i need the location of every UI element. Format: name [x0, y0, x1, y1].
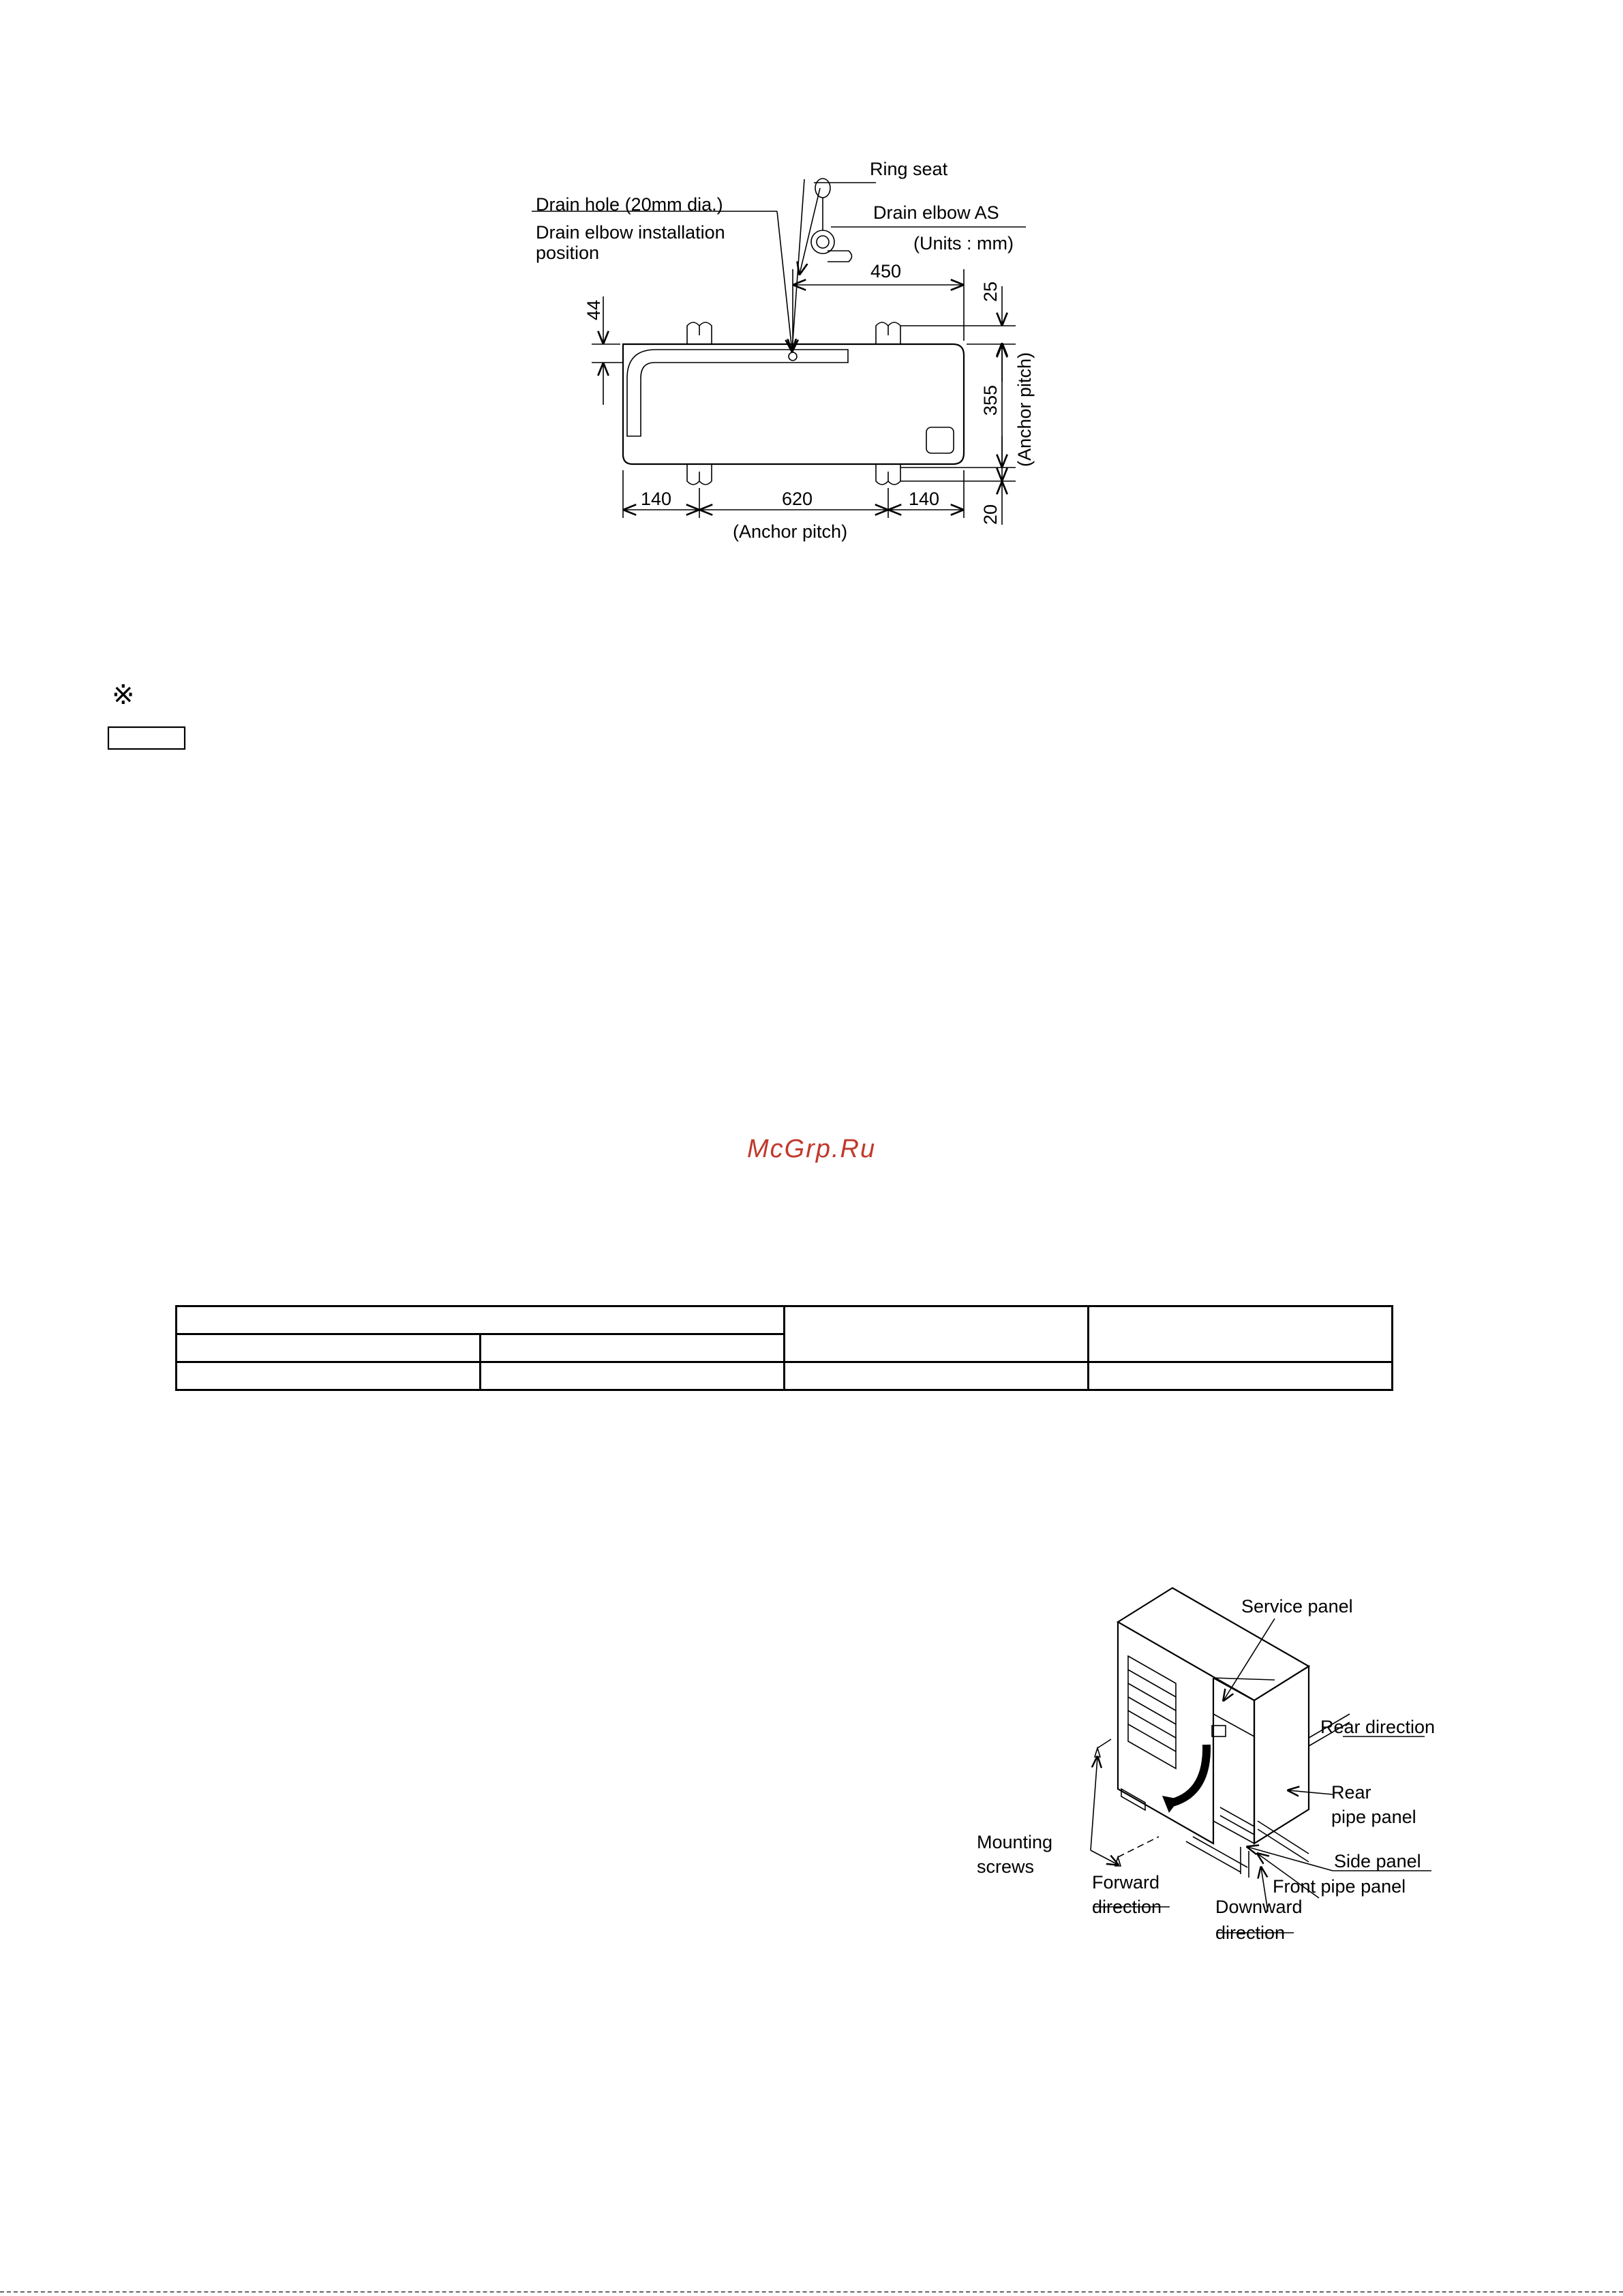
drain-channel [627, 350, 848, 436]
dimension-20: 20 [980, 504, 1001, 525]
ring-seat-icon [815, 179, 830, 198]
units-label: (Units : mm) [913, 233, 1014, 254]
rear-pipe-panel-label: Rear [1331, 1782, 1371, 1803]
empty-frame [108, 727, 185, 749]
table-cell [177, 1362, 481, 1390]
table-row [177, 1362, 1393, 1390]
outdoor-unit-panel-diagram [954, 1567, 1486, 1963]
table-cell [481, 1334, 785, 1362]
dimension-355: 355 [980, 384, 1001, 416]
forward-direction-label-2: direction [1092, 1897, 1162, 1917]
table-cell [177, 1306, 785, 1334]
service-panel-outline [1213, 1714, 1254, 1843]
ring-seat-label: Ring seat [870, 159, 948, 179]
dimension-44: 44 [583, 299, 604, 320]
page-bottom-rule [0, 2291, 1623, 2293]
drain-elbow-diagram [0, 0, 1623, 613]
unit-side [1254, 1666, 1309, 1843]
watermark [736, 1128, 900, 1169]
drain-elbow-label: Drain elbow AS [873, 202, 999, 223]
mounting-screws-label: Mounting [977, 1832, 1053, 1852]
side-panel-label: Side panel [1334, 1851, 1421, 1871]
anchor-pitch-bottom-label: (Anchor pitch) [733, 521, 848, 542]
downward-direction-label: Downward [1215, 1897, 1303, 1917]
dimension-25: 25 [980, 281, 1001, 302]
table-row [177, 1306, 1393, 1334]
table-cell [785, 1362, 1089, 1390]
table-cell [177, 1334, 481, 1362]
fan-grille [1128, 1656, 1176, 1769]
forward-direction-label: Forward [1092, 1872, 1160, 1893]
corner-pad [926, 427, 954, 453]
table-cell [1089, 1362, 1393, 1390]
anchor-foot [876, 464, 900, 485]
mounting-screw-icon [1095, 1739, 1111, 1757]
table-cell [481, 1362, 785, 1390]
table-cell [1089, 1306, 1393, 1362]
dimension-620: 620 [782, 489, 813, 509]
drain-hole-mark [789, 352, 797, 361]
reference-mark-symbol: ※ [112, 679, 135, 711]
dimension-450: 450 [870, 261, 902, 281]
table-cell [785, 1306, 1089, 1362]
front-pipe-panel-label: Front pipe panel [1273, 1876, 1406, 1897]
anchor-foot [687, 322, 712, 344]
drain-hole-label: Drain hole (20mm dia.) [536, 194, 723, 215]
drain-elbow-icon [811, 230, 852, 262]
dimension-140-right: 140 [909, 489, 940, 509]
dimension-140-left: 140 [641, 489, 672, 509]
mounting-screws-label-2: screws [977, 1856, 1035, 1877]
removal-arrow-icon [1172, 1745, 1207, 1803]
downward-direction-label-2: direction [1215, 1923, 1286, 1943]
blank-table [175, 1305, 1393, 1391]
unit-front [1118, 1622, 1213, 1843]
rear-direction-label: Rear direction [1320, 1717, 1436, 1737]
anchor-foot [876, 322, 900, 344]
mounting-screw-icon [1115, 1837, 1159, 1866]
rear-pipe-panel-label-2: pipe panel [1331, 1807, 1416, 1827]
watermark-text: McGrp.Ru [747, 1135, 877, 1163]
anchor-pitch-side-label: (Anchor pitch) [1014, 352, 1035, 467]
service-panel-label: Service panel [1241, 1596, 1353, 1617]
anchor-foot [687, 464, 712, 485]
elbow-position-label: Drain elbow installation [536, 222, 725, 243]
note-marks [102, 678, 198, 760]
elbow-position-label-2: position [536, 243, 600, 263]
